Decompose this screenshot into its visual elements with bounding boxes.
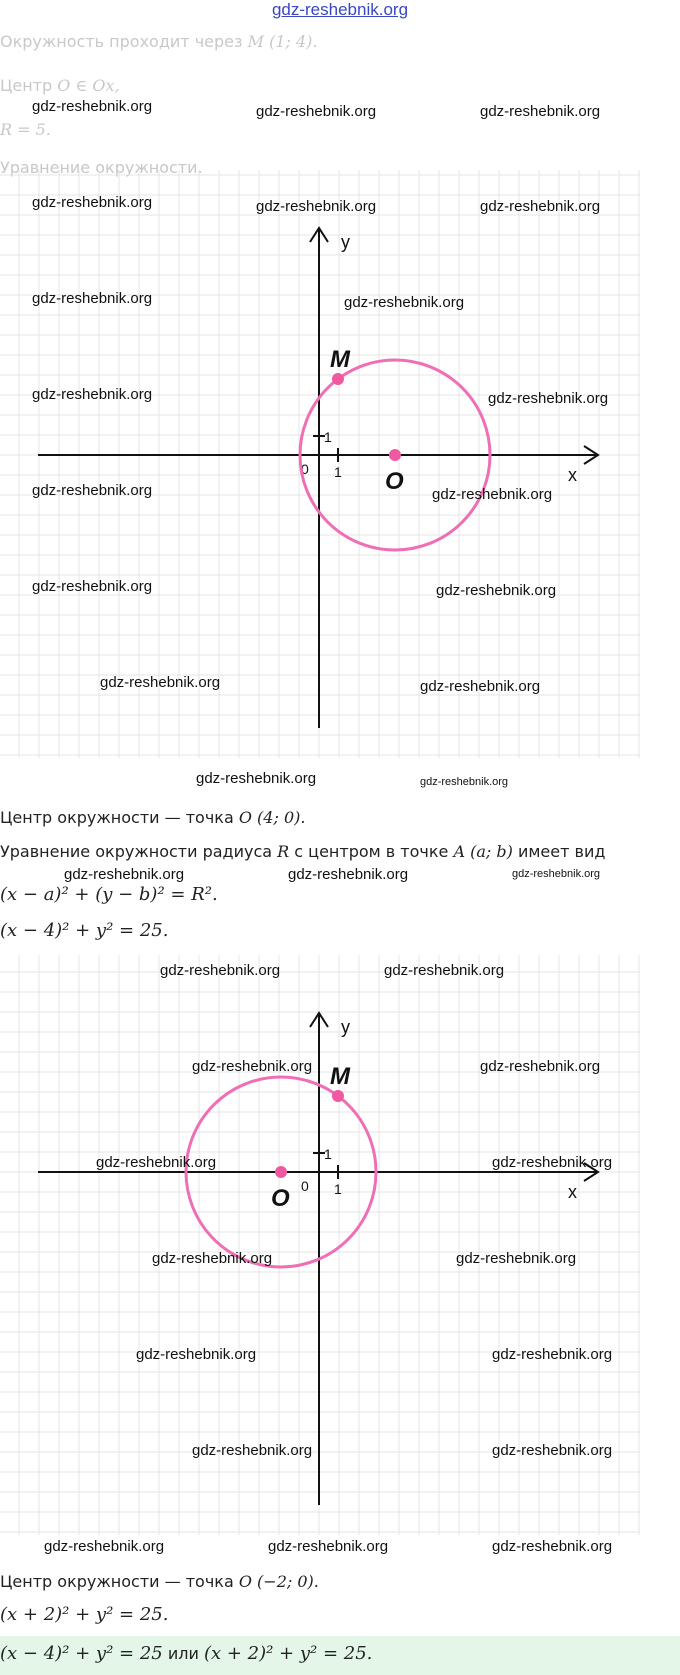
watermark: gdz-reshebnik.org <box>64 866 185 883</box>
watermark: gdz-reshebnik.org <box>456 1250 577 1267</box>
intro-point-m: M <box>247 32 264 51</box>
watermark: gdz-reshebnik.org <box>512 868 601 880</box>
intro-equation-heading: Уравнение окружности. <box>0 158 203 177</box>
answer-line <box>0 1643 372 1664</box>
center-point-label: O <box>385 468 404 495</box>
y-unit-label: 1 <box>324 1146 332 1162</box>
watermark: gdz-reshebnik.org <box>492 1442 613 1459</box>
watermark: gdz-reshebnik.org <box>32 386 153 403</box>
watermark: gdz-reshebnik.org <box>32 290 153 307</box>
watermark: gdz-reshebnik.org <box>44 1538 165 1555</box>
point-m <box>332 1090 344 1102</box>
watermark: gdz-reshebnik.org <box>192 1058 313 1075</box>
intro-line-1 <box>0 32 318 51</box>
equation-2: (x + 2)² + y² = 25. <box>0 1604 169 1625</box>
answer-right: (x + 2)² + y² = 25. <box>203 1643 373 1664</box>
intro-text: Окружность проходит через <box>0 32 248 51</box>
general-r: R <box>277 842 290 861</box>
intro-center-math: O ∈ Ox, <box>57 76 120 95</box>
point-m-label: M <box>330 1063 350 1090</box>
point-m-label: M <box>330 346 350 373</box>
center-point-o <box>275 1166 287 1178</box>
x-axis-label: x <box>568 1182 577 1202</box>
general-formula: (x − a)² + (y − b)² = R². <box>0 884 218 905</box>
watermark: gdz-reshebnik.org <box>480 1058 601 1075</box>
watermark: gdz-reshebnik.org <box>480 103 601 120</box>
watermark: gdz-reshebnik.org <box>100 674 221 691</box>
intro-center-text: Центр <box>0 76 58 95</box>
watermark: gdz-reshebnik.org <box>256 198 377 215</box>
point-m <box>332 373 344 385</box>
y-axis-label: y <box>341 232 350 252</box>
intro-coords: (1; 4). <box>269 32 318 51</box>
origin-label: 0 <box>301 1178 309 1194</box>
answer-left: (x − 4)² + y² = 25 <box>0 1643 163 1664</box>
general-text-2: с центром в точке <box>289 842 454 861</box>
general-a: A (a; b) <box>453 842 513 861</box>
watermark: gdz-reshebnik.org <box>492 1538 613 1555</box>
center-2-math: O (−2; 0). <box>238 1572 319 1591</box>
general-text: Уравнение окружности радиуса <box>0 842 278 861</box>
watermark: gdz-reshebnik.org <box>136 1346 257 1363</box>
x-axis-label: x <box>568 465 577 485</box>
watermark: gdz-reshebnik.org <box>492 1346 613 1363</box>
intro-line-2 <box>0 76 120 95</box>
watermark: gdz-reshebnik.org <box>420 776 509 788</box>
center-2-text: Центр окружности — точка <box>0 1572 239 1591</box>
watermark: gdz-reshebnik.org <box>432 486 553 503</box>
watermark: gdz-reshebnik.org <box>32 482 153 499</box>
general-equation-line <box>0 842 605 861</box>
x-unit-label: 1 <box>334 464 342 480</box>
watermark: gdz-reshebnik.org <box>152 1250 273 1267</box>
watermark: gdz-reshebnik.org <box>268 1538 389 1555</box>
watermark: gdz-reshebnik.org <box>480 198 601 215</box>
watermark: gdz-reshebnik.org <box>160 962 281 979</box>
center-1-line <box>0 808 305 827</box>
watermark: gdz-reshebnik.org <box>32 578 153 595</box>
y-axis-label: y <box>341 1017 350 1037</box>
y-unit-label: 1 <box>324 429 332 445</box>
watermark: gdz-reshebnik.org <box>196 770 317 787</box>
watermark: gdz-reshebnik.org <box>344 294 465 311</box>
watermark: gdz-reshebnik.org <box>32 194 153 211</box>
watermark: gdz-reshebnik.org <box>420 678 541 695</box>
center-2-line <box>0 1572 319 1591</box>
center-point-label: O <box>271 1185 290 1212</box>
origin-label: 0 <box>301 461 309 477</box>
x-unit-label: 1 <box>334 1181 342 1197</box>
site-header-link[interactable]: gdz-reshebnik.org <box>271 0 409 19</box>
center-point-o <box>389 449 401 461</box>
watermark: gdz-reshebnik.org <box>192 1442 313 1459</box>
watermark: gdz-reshebnik.org <box>384 962 505 979</box>
watermark: gdz-reshebnik.org <box>488 390 609 407</box>
watermark: gdz-reshebnik.org <box>256 103 377 120</box>
general-text-3: имеет вид <box>512 842 606 861</box>
answer-or: или <box>162 1644 204 1663</box>
watermark: gdz-reshebnik.org <box>96 1154 217 1171</box>
center-1-text: Центр окружности — точка <box>0 808 239 827</box>
watermark: gdz-reshebnik.org <box>32 98 153 115</box>
watermark: gdz-reshebnik.org <box>288 866 409 883</box>
center-1-math: O (4; 0). <box>238 808 306 827</box>
watermark: gdz-reshebnik.org <box>492 1154 613 1171</box>
equation-1: (x − 4)² + y² = 25. <box>0 920 169 941</box>
intro-radius: R = 5. <box>0 120 51 139</box>
watermark: gdz-reshebnik.org <box>436 582 557 599</box>
